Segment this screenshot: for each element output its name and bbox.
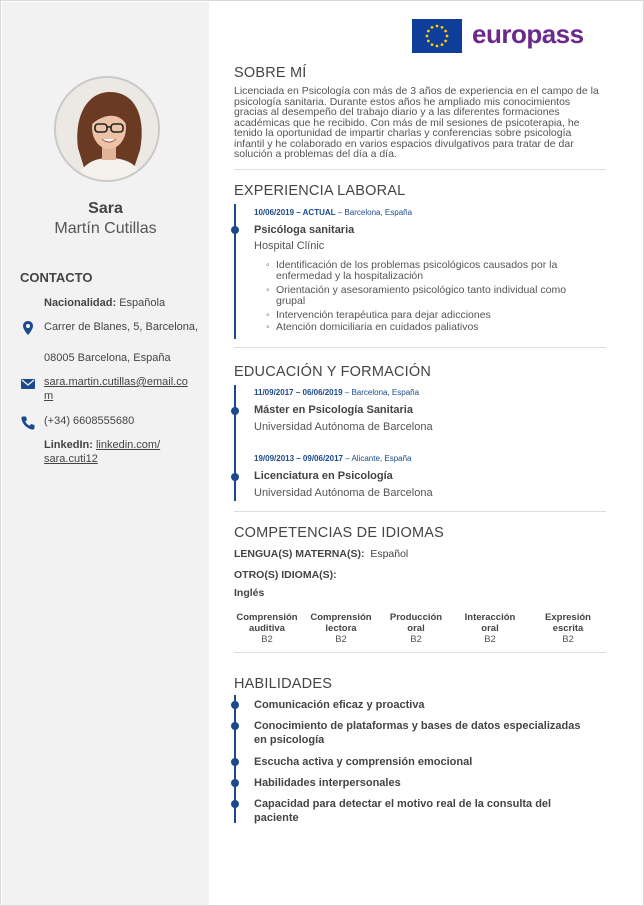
nationality bbox=[44, 296, 204, 310]
mother-tongue-value: Español bbox=[370, 548, 409, 560]
experience-timeline bbox=[234, 204, 236, 339]
timeline-dot bbox=[231, 758, 239, 766]
language-skill: Expresión escrita B2 bbox=[545, 612, 591, 645]
flag-star bbox=[426, 35, 429, 38]
skill-item: Escucha activa y comprensión emocional bbox=[254, 756, 473, 768]
experience-heading: EXPERIENCIA LABORAL bbox=[234, 183, 406, 199]
nationality-label: Nacionalidad: bbox=[44, 297, 117, 309]
experience-bullet: ◦ Orientación y asesoramiento psicológico tanto individual como grupal bbox=[276, 285, 606, 307]
mother-tongue bbox=[234, 548, 408, 560]
email-line-1[interactable]: sara.martin.cutillas@email.co bbox=[44, 376, 188, 388]
flag-star bbox=[444, 30, 447, 33]
timeline-dot bbox=[231, 800, 239, 808]
experience-date bbox=[254, 208, 412, 217]
education-title: Licenciatura en Psicología bbox=[254, 470, 393, 482]
flag-star bbox=[431, 43, 434, 46]
divider bbox=[234, 652, 606, 653]
linkedin bbox=[44, 438, 204, 466]
about-text bbox=[234, 86, 609, 160]
language-skill: Comprensión lectora B2 bbox=[310, 612, 372, 645]
linkedin-link-2[interactable]: sara.cuti12 bbox=[44, 453, 98, 465]
about-line: académicas que he recibido. Con más de mil sesiones de psicoterapia, he bbox=[234, 116, 580, 129]
address-line-2: 08005 Barcelona, España bbox=[44, 352, 171, 364]
timeline-dot bbox=[231, 407, 239, 415]
europass-logo: europass bbox=[472, 19, 584, 49]
skill-item: Habilidades interpersonales bbox=[254, 777, 401, 789]
divider bbox=[234, 169, 606, 170]
location-pin-icon bbox=[20, 320, 36, 336]
about-heading: SOBRE MÍ bbox=[234, 65, 307, 81]
flag-star bbox=[436, 45, 439, 48]
experience-bullet: ◦ Identificación de los problemas psicológicos causados por la enfermedad y la hospitalización bbox=[276, 260, 606, 282]
about-line: gracias al desempeño del trabajo diario y a las diferentes formaciones bbox=[234, 106, 560, 118]
flag-star bbox=[446, 35, 449, 38]
education-title: Máster en Psicología Sanitaria bbox=[254, 404, 413, 416]
contact-heading: CONTACTO bbox=[20, 270, 93, 285]
skill-item: Conocimiento de plataformas y bases de datos especializadas en psicología bbox=[254, 720, 581, 746]
about-line: infantil y he colaborado en varios espacios divulgativos para tratar de dar bbox=[234, 137, 574, 150]
flag-star bbox=[441, 43, 444, 46]
email-icon bbox=[20, 376, 36, 392]
experience-bullet: ◦ Atención domiciliaria en cuidados paliativos bbox=[276, 322, 606, 333]
mother-tongue-label: LENGUA(S) MATERNA(S): bbox=[234, 548, 365, 560]
language-skill: Producción oral B2 bbox=[389, 612, 443, 645]
experience-role: Psicóloga sanitaria bbox=[254, 224, 355, 236]
timeline-dot bbox=[231, 701, 239, 709]
education-timeline bbox=[234, 385, 236, 501]
language-skill: Interacción oral B2 bbox=[464, 612, 516, 645]
timeline-dot bbox=[231, 473, 239, 481]
experience-date-range: 10/06/2019 – ACTUAL bbox=[254, 208, 336, 217]
address-line-1: Carrer de Blanes, 5, Barcelona, bbox=[44, 321, 199, 333]
email-link[interactable] bbox=[44, 375, 204, 403]
skill-item: Comunicación eficaz y proactiva bbox=[254, 699, 425, 711]
education-date: 11/09/2017 – 06/06/2019 – Barcelona, España bbox=[254, 388, 420, 397]
sidebar bbox=[2, 2, 209, 905]
avatar bbox=[54, 76, 160, 182]
about-line: psicología sanitaria. Durante estos años he ampliado mis conocimientos bbox=[234, 95, 571, 108]
flag-star bbox=[427, 30, 430, 33]
education-heading: EDUCACIÓN Y FORMACIÓN bbox=[234, 364, 432, 380]
family-name: Martín Cutillas bbox=[54, 220, 157, 237]
about-line: Licenciada en Psicología con más de 3 años de experiencia en el campo de la bbox=[234, 85, 599, 97]
languages-heading: COMPETENCIAS DE IDIOMAS bbox=[234, 525, 445, 541]
flag-star bbox=[444, 40, 447, 43]
flag-star bbox=[431, 26, 434, 29]
education-org: Universidad Autónoma de Barcelona bbox=[254, 487, 433, 499]
flag-star bbox=[436, 25, 439, 28]
experience-org: Hospital Clínic bbox=[254, 240, 325, 252]
timeline-dot bbox=[231, 226, 239, 234]
divider bbox=[234, 347, 606, 348]
flag-star bbox=[427, 40, 430, 43]
experience-bullet: ◦ Intervención terapéutica para dejar adicciones bbox=[276, 310, 606, 321]
flag-star bbox=[441, 26, 444, 29]
phone-number: (+34) 6608555680 bbox=[44, 415, 135, 427]
experience-place: – Barcelona, España bbox=[337, 208, 413, 217]
linkedin-label: LinkedIn: bbox=[44, 439, 93, 451]
phone-icon bbox=[20, 415, 36, 431]
profile-photo bbox=[56, 78, 160, 182]
given-name: Sara bbox=[88, 200, 123, 217]
skills-heading: HABILIDADES bbox=[234, 676, 333, 692]
timeline-dot bbox=[231, 722, 239, 730]
timeline-dot bbox=[231, 779, 239, 787]
education-org: Universidad Autónoma de Barcelona bbox=[254, 421, 433, 433]
email-line-2[interactable]: m bbox=[44, 390, 54, 402]
skill-item: Capacidad para detectar el motivo real de la consulta del paciente bbox=[254, 798, 552, 824]
about-line: tenido la oportunidad de impartir charlas y conferencias sobre psicología bbox=[234, 127, 572, 139]
education-date: 19/09/2013 – 09/06/2017 – Alicante, España bbox=[254, 454, 412, 463]
nationality-value: Española bbox=[119, 297, 166, 309]
other-languages-label: OTRO(S) IDIOMA(S): bbox=[234, 569, 337, 581]
linkedin-link-1[interactable]: linkedin.com/ bbox=[95, 439, 161, 451]
about-line: solución a problemas del día a día. bbox=[234, 148, 397, 160]
eu-flag-icon bbox=[412, 19, 462, 53]
divider bbox=[234, 511, 606, 512]
language-name: Inglés bbox=[234, 587, 265, 599]
language-skill: Comprensión auditiva B2 bbox=[236, 612, 298, 645]
